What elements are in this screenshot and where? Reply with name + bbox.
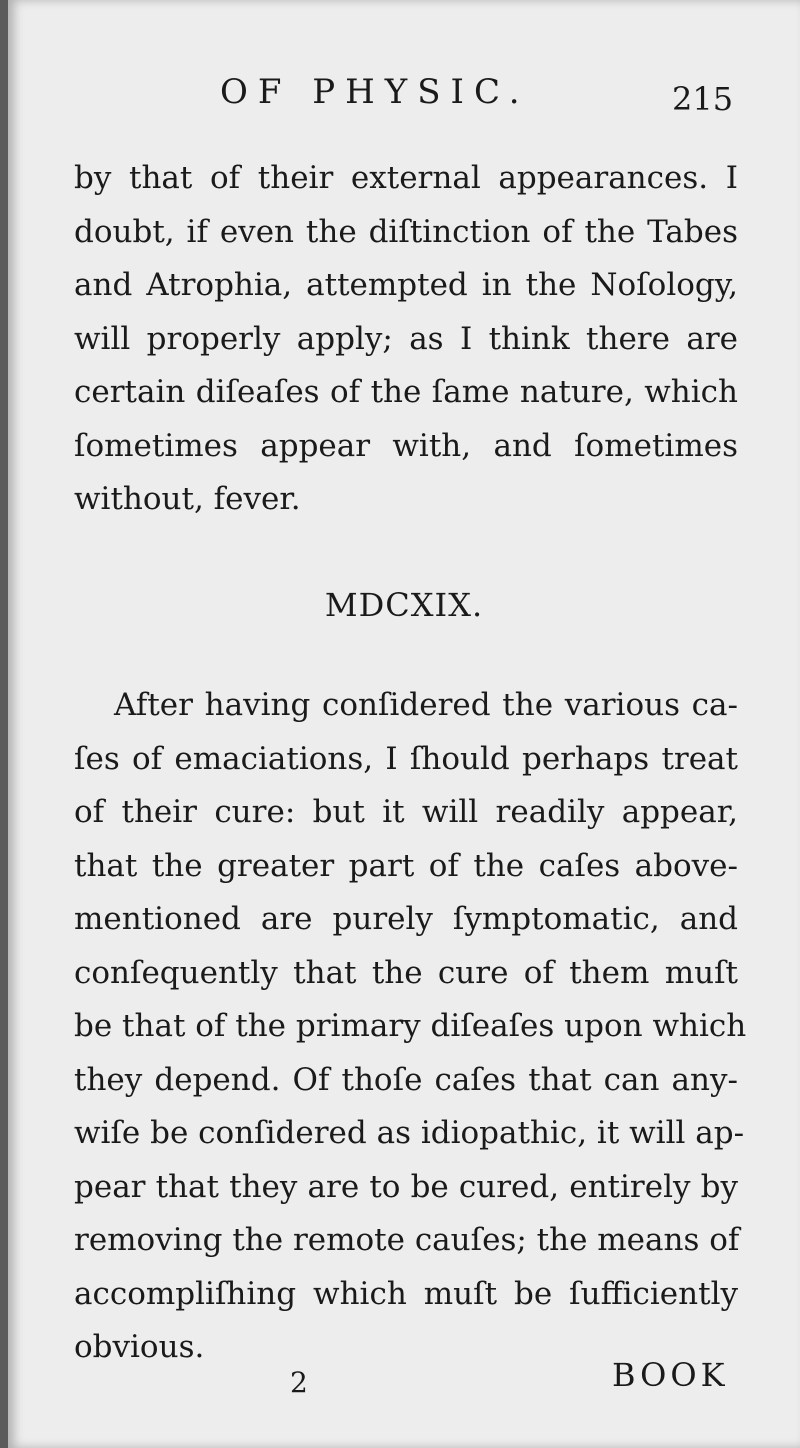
text-line: pear that they are to be cured, entirely by: [74, 1168, 738, 1205]
text-line: that the greater part of the caſes above-: [74, 847, 738, 884]
paragraph-section: [74, 679, 747, 1375]
text-line: After having conſidered the various ca-: [114, 687, 738, 723]
text-line: doubt, if even the diſtinction of the Tabes: [74, 213, 738, 250]
page-number: 215: [672, 80, 734, 118]
text-line: conſequently that the cure of them muſt: [74, 954, 738, 991]
text-line: by that of their external appearances. I: [74, 160, 738, 196]
paragraph-continued: [74, 152, 738, 527]
running-head: [8, 72, 800, 132]
book-page: [8, 0, 800, 1448]
text-line: they depend. Of thoſe caſes that can any-: [74, 1061, 738, 1098]
text-line: wiſe be conſidered as idiopathic, it will ap-: [74, 1115, 745, 1151]
section-number-heading: MDCXIX.: [324, 586, 484, 624]
text-line: certain diſeaſes of the ſame nature, which: [74, 374, 738, 410]
text-line: ſes of emaciations, I ſhould perhaps treat: [74, 740, 738, 777]
text-line: ſometimes appear with, and ſometimes: [74, 427, 738, 464]
running-title: OF PHYSIC.: [220, 72, 530, 112]
text-line: mentioned are purely ſymptomatic, and: [74, 901, 738, 937]
text-line: without, fever.: [74, 481, 301, 517]
text-line: obvious.: [74, 1329, 205, 1365]
catchword: BOOK: [612, 1356, 729, 1394]
text-line: will properly apply; as I think there are: [74, 320, 738, 357]
text-line: of their cure: but it will readily appear,: [74, 794, 738, 830]
signature-mark: 2: [290, 1366, 308, 1399]
text-line: and Atrophia, attempted in the Noſology,: [74, 267, 738, 303]
text-line: accompliſhing which muſt be ſufficiently: [74, 1275, 738, 1312]
text-line: removing the remote cauſes; the means of: [74, 1222, 740, 1258]
text-line: be that of the primary diſeaſes upon which: [74, 1008, 747, 1044]
